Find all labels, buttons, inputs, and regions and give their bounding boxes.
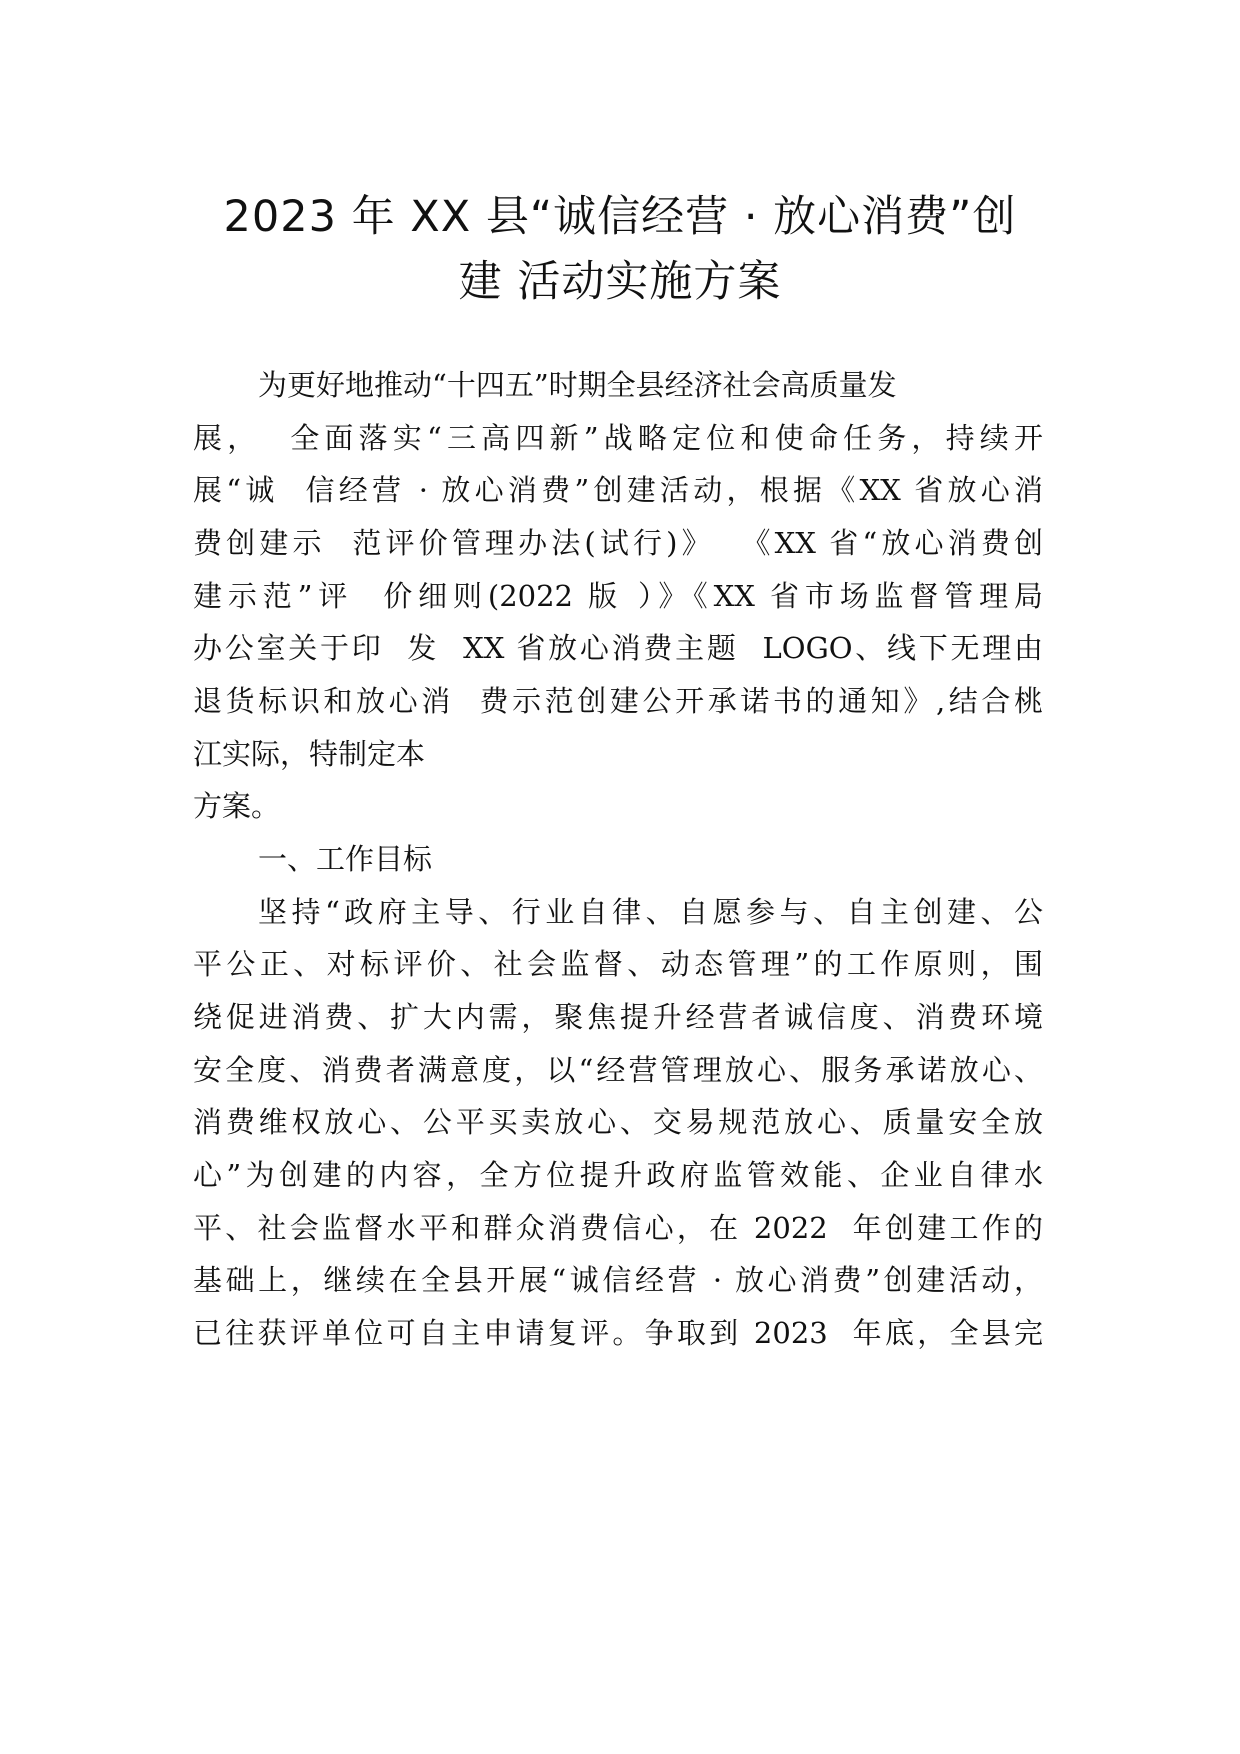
section-paragraph-line: 已往获评单位可自主申请复评。争取到 2023 年底，全县完	[193, 1316, 1043, 1350]
intro-paragraph-line: 为更好地推动“十四五”时期全县经济社会高质量发	[258, 368, 897, 402]
intro-paragraph-line: 江实际，特制定本	[193, 737, 426, 771]
intro-paragraph-line: 展“诚 信经营 · 放心消费”创建活动，根据《XX 省放心消	[193, 473, 1043, 507]
section-paragraph-line: 消费维权放心、公平买卖放心、交易规范放心、质量安全放	[193, 1105, 1043, 1139]
section-heading: 一、工作目标	[258, 842, 433, 876]
document-title-line-1: 2023 年 XX 县“诚信经营 · 放心消费”创	[223, 192, 1017, 242]
section-paragraph-line: 平、社会监督水平和群众消费信心，在 2022 年创建工作的	[193, 1211, 1043, 1245]
intro-paragraph-line: 建示范”评 价细则(2022 版 ）》《XX 省市场监督管理局	[193, 579, 1043, 613]
section-paragraph-line: 绕促进消费、扩大内需，聚焦提升经营者诚信度、消费环境	[193, 1000, 1043, 1034]
intro-paragraph-line: 方案。	[193, 789, 281, 823]
section-paragraph-line: 基础上，继续在全县开展“诚信经营 · 放心消费”创建活动，	[193, 1263, 1043, 1297]
section-paragraph-line: 平公正、对标评价、社会监督、动态管理”的工作原则，围	[193, 947, 1043, 981]
intro-paragraph-line: 费创建示 范评价管理办法(试行)》 《XX 省“放心消费创	[193, 526, 1043, 560]
intro-paragraph-line: 退货标识和放心消 费示范创建公开承诺书的通知》,结合桃	[193, 684, 1043, 718]
section-paragraph-line: 心”为创建的内容，全方位提升政府监管效能、企业自律水	[193, 1158, 1043, 1192]
intro-paragraph-line: 展， 全面落实“三高四新”战略定位和使命任务，持续开	[193, 421, 1043, 455]
document-title-line-2: 建 活动实施方案	[458, 257, 782, 307]
intro-paragraph-line: 办公室关于印 发 XX 省放心消费主题 LOGO、线下无理由	[193, 631, 1043, 665]
section-paragraph-line: 安全度、消费者满意度，以“经营管理放心、服务承诺放心、	[193, 1053, 1043, 1087]
section-paragraph-line: 坚持“政府主导、行业自律、自愿参与、自主创建、公	[258, 895, 1043, 929]
